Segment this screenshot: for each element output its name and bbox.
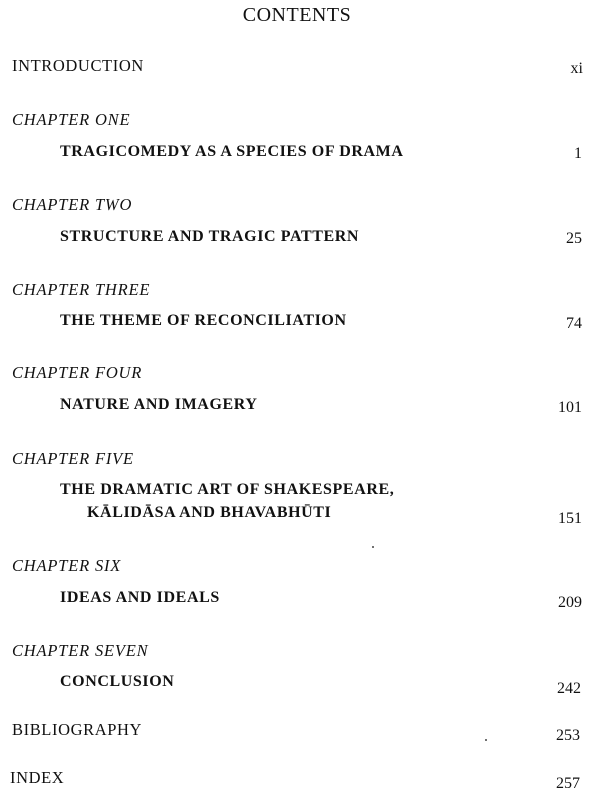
chapter-three-page-number: 74 bbox=[566, 315, 582, 332]
chapter-six-title: IDEAS AND IDEALS bbox=[60, 589, 220, 606]
chapter-five-title-line1: THE DRAMATIC ART OF SHAKESPEARE, bbox=[60, 481, 395, 498]
chapter-three-title: THE THEME OF RECONCILIATION bbox=[60, 312, 347, 329]
scan-speck bbox=[372, 546, 374, 548]
introduction-page-number: xi bbox=[570, 60, 583, 77]
index-page-number: 257 bbox=[556, 775, 580, 792]
chapter-four-page-number: 101 bbox=[558, 399, 582, 416]
chapter-four-title: NATURE AND IMAGERY bbox=[60, 396, 258, 413]
bibliography-title: BIBLIOGRAPHY bbox=[12, 720, 143, 739]
chapter-six-label: CHAPTER SIX bbox=[12, 556, 122, 575]
chapter-two-page-number: 25 bbox=[566, 230, 582, 247]
chapter-four-label: CHAPTER FOUR bbox=[12, 363, 143, 382]
chapter-one-title: TRAGICOMEDY AS A SPECIES OF DRAMA bbox=[60, 143, 404, 160]
index-title: INDEX bbox=[10, 768, 65, 787]
scan-speck bbox=[485, 739, 487, 741]
chapter-five-page-number: 151 bbox=[558, 510, 582, 527]
chapter-seven-label: CHAPTER SEVEN bbox=[12, 641, 149, 660]
chapter-seven-title: CONCLUSION bbox=[60, 673, 175, 690]
chapter-seven-page-number: 242 bbox=[557, 680, 581, 697]
page-title: CONTENTS bbox=[242, 4, 352, 26]
bibliography-page-number: 253 bbox=[556, 727, 580, 744]
chapter-three-label: CHAPTER THREE bbox=[12, 280, 151, 299]
chapter-six-page-number: 209 bbox=[558, 594, 582, 611]
chapter-one-label: CHAPTER ONE bbox=[12, 110, 131, 129]
chapter-two-label: CHAPTER TWO bbox=[12, 195, 133, 214]
chapter-five-title-line2: KĀLIDĀSA AND BHAVABHŪTI bbox=[87, 504, 332, 521]
chapter-five-label: CHAPTER FIVE bbox=[12, 449, 134, 468]
chapter-one-page-number: 1 bbox=[574, 145, 582, 162]
chapter-two-title: STRUCTURE AND TRAGIC PATTERN bbox=[60, 228, 360, 245]
introduction-title: INTRODUCTION bbox=[12, 56, 144, 75]
